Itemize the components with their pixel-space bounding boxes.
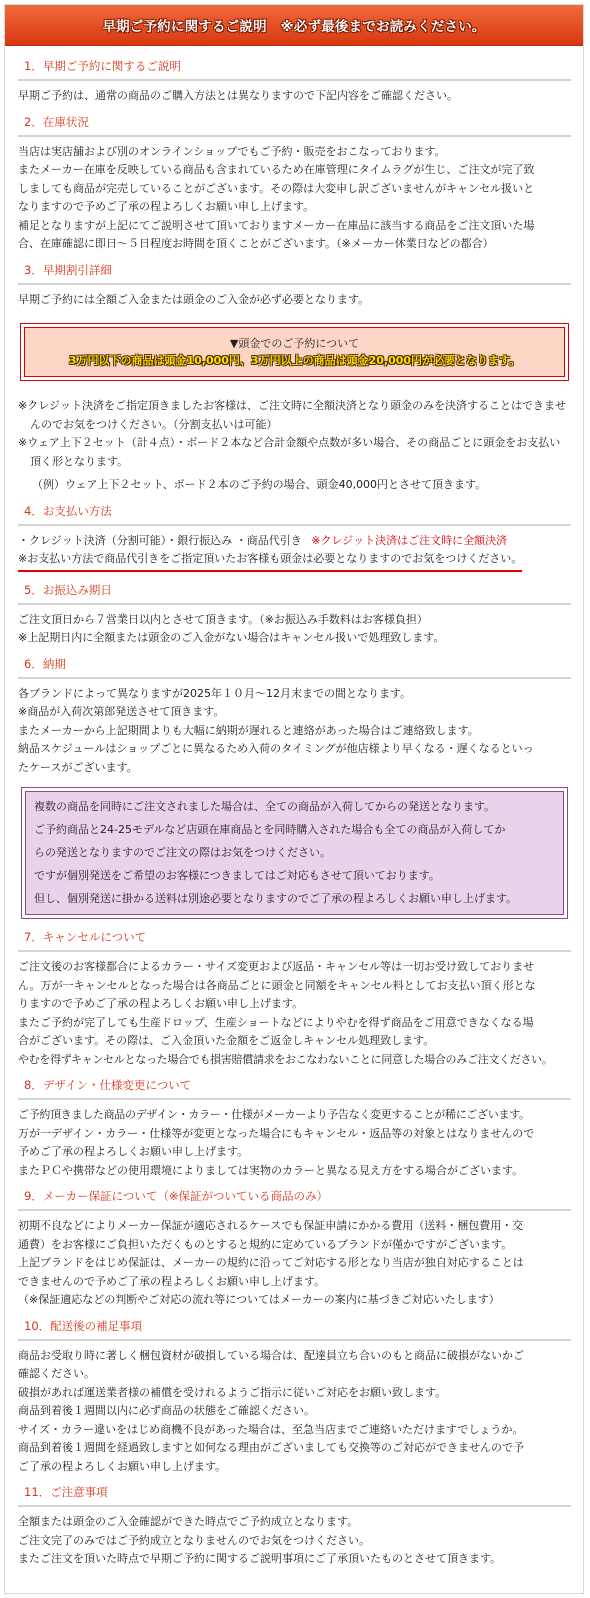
section-title: 5．お振込み期日 xyxy=(18,578,571,605)
section-line: またＰＣや携帯などの使用環境によりましては実物のカラーと異なる見え方をする場合がございます。 xyxy=(18,1163,524,1177)
section-title: 1．早期ご予約に関するご説明 xyxy=(18,54,571,81)
section-line: 確認ください。 xyxy=(18,1367,95,1380)
deposit-box-title: ▼頭金でのご予約について xyxy=(229,337,360,350)
section-transfer-deadline xyxy=(18,578,571,648)
section-title: 8．デザイン・仕様変更について xyxy=(18,1073,571,1100)
payment-warning: ※お支払い方法で商品代引きをご指定頂いたお客様も頭金は必要となりますのでお気をつけください。 xyxy=(18,550,522,572)
section-line: 予めご了承の程よろしくお願い申し上げます。 xyxy=(18,1145,249,1158)
section-title: 2．在庫状況 xyxy=(18,110,571,137)
deposit-notice-box xyxy=(20,323,569,381)
section-line: 早期ご予約は、通常の商品のご購入方法とは異なりますので下記内容をご確認ください。 xyxy=(18,89,458,102)
section-payment xyxy=(18,499,571,572)
section-line: ご注文頂日から７営業日以内とさせて頂きます。（※お振込み手数料はお客様負担） xyxy=(18,612,428,626)
shipping-box-line: ですが個別発送をご希望のお客様につきましてはご対応もさせて頂いております。 xyxy=(34,869,440,882)
section-line: 通費）をお客様にご負担いただくものとすると規約に定めているブランドが僅かですがございます。 xyxy=(18,1237,513,1251)
section-manufacturer-warranty xyxy=(18,1184,571,1310)
section-line: またご注文を頂いた時点で早期ご予約に関するご説明事項にご了承頂いたものとさせて頂きます。 xyxy=(18,1552,502,1565)
section-early-discount xyxy=(18,258,571,495)
section-title: 7．キャンセルについて xyxy=(18,925,571,952)
section-delivery xyxy=(18,652,571,920)
section-early-reservation xyxy=(18,54,571,106)
section-line: 初期不良などによりメーカー保証が適応されるケースでも保証申請にかかる費用（送料・梱包費用・交 xyxy=(18,1219,524,1232)
section-stock xyxy=(18,110,571,254)
section-line: 破損があれば運送業者様の補償を受けれるようご指示に従いご対応をお願い致します。 xyxy=(18,1385,447,1399)
section-cancellation xyxy=(18,925,571,1069)
section-line: なりますので予めご了承の程よろしくお願い申し上げます。 xyxy=(18,200,315,213)
section-title: 6．納期 xyxy=(18,652,571,679)
section-after-delivery xyxy=(18,1314,571,1477)
shipping-notice-box xyxy=(21,787,568,919)
section-line: ※商品が入荷次第郎発送させて頂きます。 xyxy=(18,705,225,718)
section-line: たケースがございます。 xyxy=(18,760,138,774)
section-line: 全額または頭金のご入金確認ができた時点でご予約成立となります。 xyxy=(18,1515,359,1528)
section-line: ご了承の程よろしくお願い申し上げます。 xyxy=(18,1459,227,1473)
shipping-box-line: ご予約商品と24-25モデルなど店頭在庫商品とを同時購入された場合も全ての商品が入荷してか xyxy=(34,823,506,836)
section-title: 11．ご注意事項 xyxy=(18,1480,571,1507)
shipping-box-line: 但し、個別発送に掛かる送料は別途必要となりますのでご了承の程よろしくお願い申し上げます。 xyxy=(34,892,518,905)
section-line: 上記ブランドをはじめ保証は、メーカーの規約に沿ってご対応する形となり当店が独自対応することは xyxy=(18,1256,524,1269)
section-line: やむを得ずキャンセルとなった場合でも損害賠償請求をおこなわないことに同意した場合のみご注文ください。 xyxy=(18,1052,553,1066)
section-line: しましても商品が完売していることがございます。その際は大変申し訳ございませんがキャンセル扱いと xyxy=(18,181,535,195)
payment-methods-line xyxy=(18,532,571,551)
section-design-change xyxy=(18,1073,571,1180)
section-title: 3．早期割引詳細 xyxy=(18,258,571,285)
section-line: 納品スケジュールはショップごとに異なるため入荷のタイミングが他店様より早くなる・遅くなるといっ xyxy=(18,742,534,755)
section-line: ※上記期日内に全額または頭金のご入金がない場合はキャンセル扱いで処理致します。 xyxy=(18,631,445,644)
section-line: ご注文完了のみではご予約成立となりませんのでお気をつけください。 xyxy=(18,1533,370,1547)
section-line: 各ブランドによって異なりますが2025年１０月～12月末までの間となります。 xyxy=(18,686,412,700)
section-line: りますので予めご了承の程よろしくお願い申し上げます。 xyxy=(18,997,304,1010)
deposit-box-text: 3万円以下の商品は頭金10,000円、3万円以上の商品は頭金20,000円が必要となります。 xyxy=(68,354,521,367)
section-notes xyxy=(18,1480,571,1569)
section-title: 10．配送後の補足事項 xyxy=(18,1314,571,1341)
section-line: またメーカーから上記期間よりも大幅に納期が遅れると連絡があった場合はご連絡致します。 xyxy=(18,723,479,737)
multi-item-note: ※ウェア上下２セット（計４点）・ボード２本など合計金額や点数が多い場合、その商品ごとに頭金をお支払い頂く形となります。 xyxy=(18,436,561,468)
section-line: 商品お受取り時に著しく梱包資材が破損している場合は、配達員立ち合いのもと商品に破損がないかご xyxy=(18,1348,524,1362)
payment-methods: ・クレジット決済（分割可能）・銀行振込み ・商品代引き xyxy=(18,533,302,547)
section-line: ご予約頂きました商品のデザイン・カラー・仕様がメーカーより予告なく変更することが稀にございます。 xyxy=(18,1108,530,1121)
payment-methods-note: ※クレジット決済はご注文時に全額決済 xyxy=(311,533,508,547)
section-title: 9．メーカー保証について（※保証がついている商品のみ） xyxy=(18,1184,571,1211)
shipping-box-line: 複数の商品を同時にご注文されました場合は、全ての商品が入荷してからの発送となります。 xyxy=(34,800,496,813)
section-line: ご注文後のお客様都合によるカラー・サイズ変更および返品・キャンセル等は一切お受け致しておりませ xyxy=(18,960,535,973)
section-line: サイズ・カラー違いをはじめ商機不良があった場合は、至急当店までご連絡いただけますでしょうか。 xyxy=(18,1422,524,1436)
notice-frame xyxy=(4,4,584,1594)
section-line: またご予約が完了しても生産ドロップ、生産ショートなどによりやむを得ず商品をご用意できなくなる場 xyxy=(18,1015,534,1029)
section-line: 補足となりますが上記にてご説明させて頂いておりますメーカー在庫品に該当する商品をご注文頂いた場 xyxy=(18,218,535,232)
shipping-box-line: らの発送となりますのでご注文の際はお気をつけください。 xyxy=(34,846,331,859)
notice-banner xyxy=(5,5,583,46)
section-line: できませんので予めご了承の程よろしくお願い申し上げます。 xyxy=(18,1274,326,1288)
deposit-example: （例）ウェア上下２セット、ボード２本のご予約の場合、頭金40,000円とさせて頂きます。 xyxy=(32,478,487,491)
section-title: 4．お支払い方法 xyxy=(18,499,571,526)
banner-title: 早期ご予約に関するご説明 ※必ず最後までお読みください。 xyxy=(102,19,486,35)
section-line: 当店は実店舗および別のオンラインショップでもご予約・販売をおこなっております。 xyxy=(18,144,446,158)
section-line: 合、在庫確認に即日～５日程度お時間を頂くことがございます。（※メーカー休業日などの都合） xyxy=(18,237,494,250)
credit-note: ※クレジット決済をご指定頂きましたお客様は、ご注文時に全額決済となり頭金のみを決済することはできませんのでお気をつけください。（分割支払いは可能） xyxy=(18,399,566,431)
payment-warning-line xyxy=(18,550,571,572)
section-line: ん。万が一キャンセルとなった場合は各商品ごとに頭金と同額をキャンセル料としてお支払い頂く形とな xyxy=(18,978,536,992)
section-line: 商品到着後１週間を経過致しますと如何なる理由がございましても交換等のご対応ができませんので予 xyxy=(18,1441,524,1454)
section-line: 合がございます。その際は、ご入金頂いた金額をご返金しキャンセル処理致します。 xyxy=(18,1034,435,1047)
section-line: （※保証適応などの判断やご対応の流れ等についてはメーカーの案内に基づきご対応いたします） xyxy=(18,1293,500,1306)
section-line: 万が一デザイン・カラー・仕様等が変更となった場合にもキャンセル・返品等の対象とはなりませんので xyxy=(18,1126,535,1140)
section-line: 早期ご予約には全額ご入金または頭金のご入金が必ず必要となります。 xyxy=(18,292,370,306)
section-line: 商品到着後１週間以内に必ず商品の状態をご確認ください。 xyxy=(18,1404,315,1417)
notice-content xyxy=(5,54,583,1569)
section-line: またメーカー在庫を反映している商品も含まれているため在庫管理にタイムラグが生じ、ご注文が完了致 xyxy=(18,163,535,176)
